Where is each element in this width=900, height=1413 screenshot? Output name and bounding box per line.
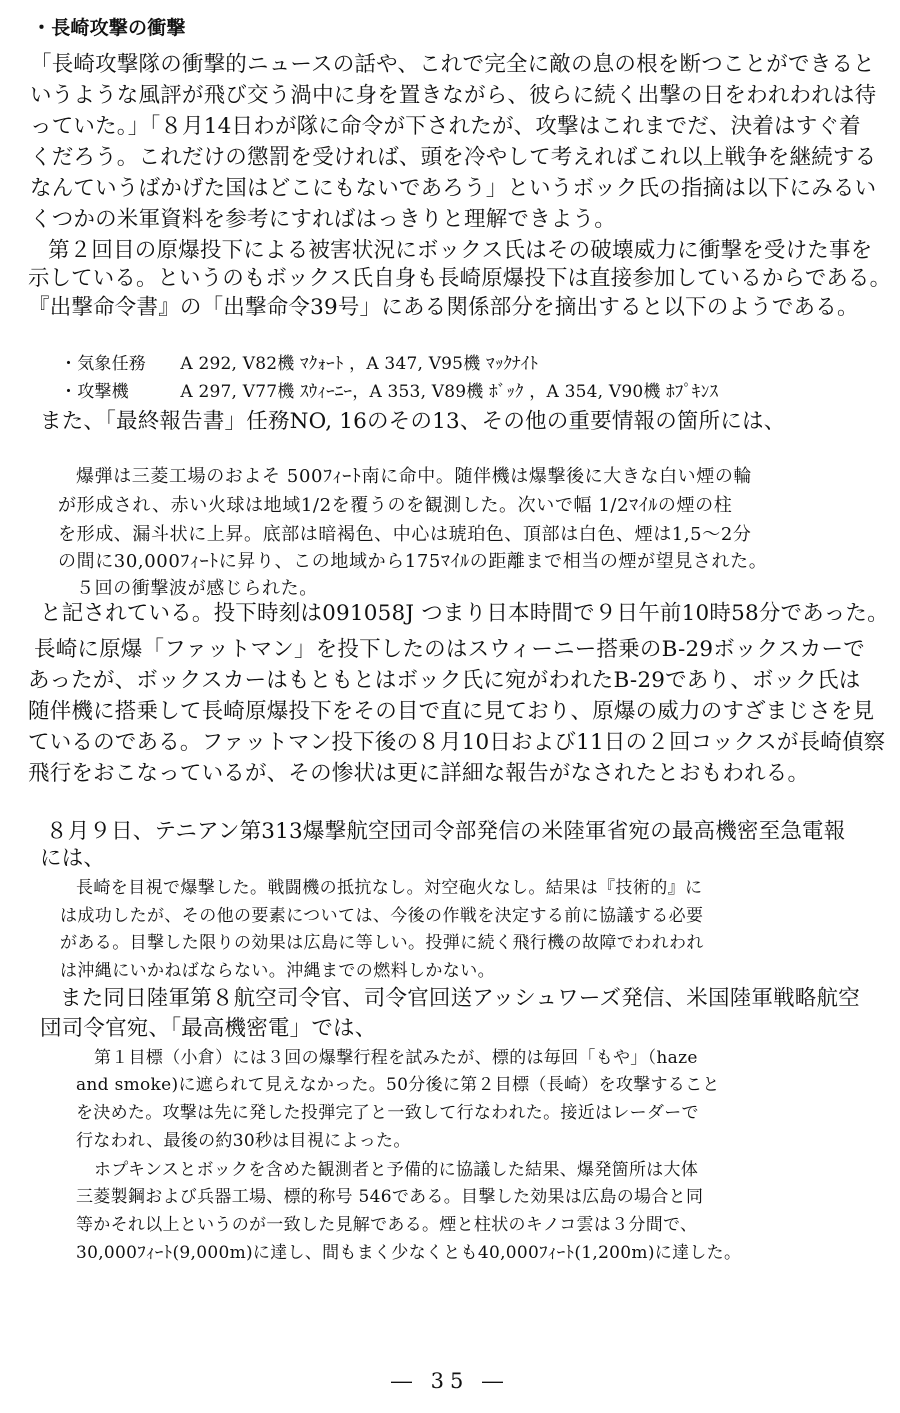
secret-quote-line: を決めた。攻撃は先に発した投弾完了と一致して行なわれた。接近はレーダーで [76,1103,699,1123]
secret-quote-line: 三菱製鋼および兵器工場、標的称号 546である。目撃した効果は広島の場合と同 [76,1187,704,1207]
paragraph-line: 示している。というのもボックス氏自身も長崎原爆投下は直接参加しているからである。 [28,266,892,291]
paragraph-line: 『出撃命令書』の「出撃命令39号」にある関係部分を摘出すると以下のようである。 [28,295,859,320]
weather-mission-line: ・気象任務 A 292, V82機 ﾏｸｫｰﾄ ，A 347, V95機 ﾏｯｸﾅｲﾄ [60,354,539,374]
page-number: ― 35 ― [390,1369,510,1393]
secret-quote-line: 30,000ﾌｨｰﾄ(9,000m)に達し、間もまく少なくとも40,000ﾌｨｰﾄ(1,200m)に達した。 [76,1243,742,1263]
paragraph-line: っていた。」「８月14日わが隊に命令が下されたが、攻撃はこれまでだ、決着はすぐ着 [30,114,861,139]
paragraph-line: あったが、ボックスカーはもともとはボック氏に宛がわれたB-29であり、ボック氏は [28,668,861,693]
paragraph-line: くだろう。これだけの懲罰を受ければ、頭を冷やして考えればこれ以上戦争を継続する [30,145,877,170]
report-quote-line: 爆弾は三菱工場のおよそ 500ﾌｨｰﾄ南に命中。随伴機は爆撃後に大きな白い煙の輪 [76,466,753,487]
report-quote-line: が形成され、赤い火球は地域1/2を覆うのを観測した。次いで幅 1/2ﾏｲﾙの煙の柱 [58,495,733,516]
paragraph-line: 団司令官宛、「最高機密電」では、 [40,1016,377,1041]
telegram-quote-line: 長崎を目視で爆撃した。戦闘機の抵抗なし。対空砲火なし。結果は『技術的』に [76,878,703,898]
paragraph-line: には、 [40,846,106,871]
paragraph-line: 第２回目の原爆投下による被害状況にボックス氏はその破壊威力に衝撃を受けた事を [48,238,873,263]
paragraph-line: また同日陸軍第８航空司令官、司令官回送アッシュワーズ発信、米国陸軍戦略航空 [60,986,860,1011]
paragraph-line: いうような風評が飛び交う渦中に身を置きながら、彼らに続く出撃の日をわれわれは待 [30,83,877,108]
paragraph-line: なんていうばかげた国はどこにもないであろう」というボック氏の指摘は以下にみるい [30,176,877,201]
telegram-quote-line: は沖縄にいかねばならない。沖縄までの燃料しかない。 [60,961,495,981]
paragraph-line: また、「最終報告書」任務NO, 16のその13、その他の重要情報の箇所には、 [40,409,786,434]
secret-quote-line: 第１目標（小倉）には３回の爆撃行程を試みたが、標的は毎回「もや」（haze [94,1048,698,1068]
telegram-quote-line: は成功したが、その他の要素については、今後の作戦を決定する前に協議する必要 [60,906,704,926]
paragraph-line: 随伴機に搭乗して長崎原爆投下をその目で直に見ており、原爆の威力のすざまじさを見 [28,699,875,724]
paragraph-line: 長崎に原爆「ファットマン」を投下したのはスウィーニー搭乗のB-29ボックスカーで [34,637,865,662]
section-heading: ・長崎攻撃の衝撃 [32,17,186,39]
secret-quote-line: 行なわれ、最後の約30秒は目視によった。 [76,1131,411,1151]
report-quote-line: ５回の衝撃波が感じられた。 [76,578,318,599]
telegram-quote-line: がある。目撃した限りの効果は広島に等しい。投弾に続く飛行機の故障でわれわれ [60,933,704,953]
paragraph-line: くつかの米軍資料を参考にすればはっきりと理解できよう。 [30,207,616,232]
paragraph-line: と記されている。投下時刻は091058J つまり日本時間で９日午前10時58分であった。 [40,601,889,626]
secret-quote-line: ホプキンスとボックを含めた観測者と予備的に協議した結果、爆発箇所は大体 [94,1160,699,1180]
report-quote-line: を形成、漏斗状に上昇。底部は暗褐色、中心は琥珀色、頂部は白色、煙は1,5〜2分 [58,524,752,545]
paragraph-line: ているのである。ファットマン投下後の８月10日および11日の２回コックスが長崎偵察 [28,730,886,755]
attack-aircraft-line: ・攻撃機 A 297, V77機 ｽｳｨｰﾆｰ，A 353, V89機 ﾎﾞｯｸ ，A 354, V90機 ﾎﾌﾟｷﾝｽ [60,382,719,402]
report-quote-line: の間に30,000ﾌｨｰﾄに昇り、この地域から175ﾏｲﾙの距離まで相当の煙が望見された。 [58,551,768,572]
secret-quote-line: and smoke)に遮られて見えなかった。50分後に第２目標（長崎）を攻撃すること [76,1075,720,1095]
paragraph-line: 飛行をおこなっているが、その惨状は更に詳細な報告がなされたとおもわれる。 [28,761,810,786]
paragraph-line: ８月９日、テニアン第313爆撃航空団司令部発信の米陸軍省宛の最高機密至急電報 [46,819,846,844]
paragraph-line: 「長崎攻撃隊の衝撃的ニュースの話や、これで完全に敵の息の根を断つことができると [30,52,875,77]
secret-quote-line: 等かそれ以上というのが一致した見解である。煙と柱状のキノコ雲は３分間で、 [76,1215,698,1235]
